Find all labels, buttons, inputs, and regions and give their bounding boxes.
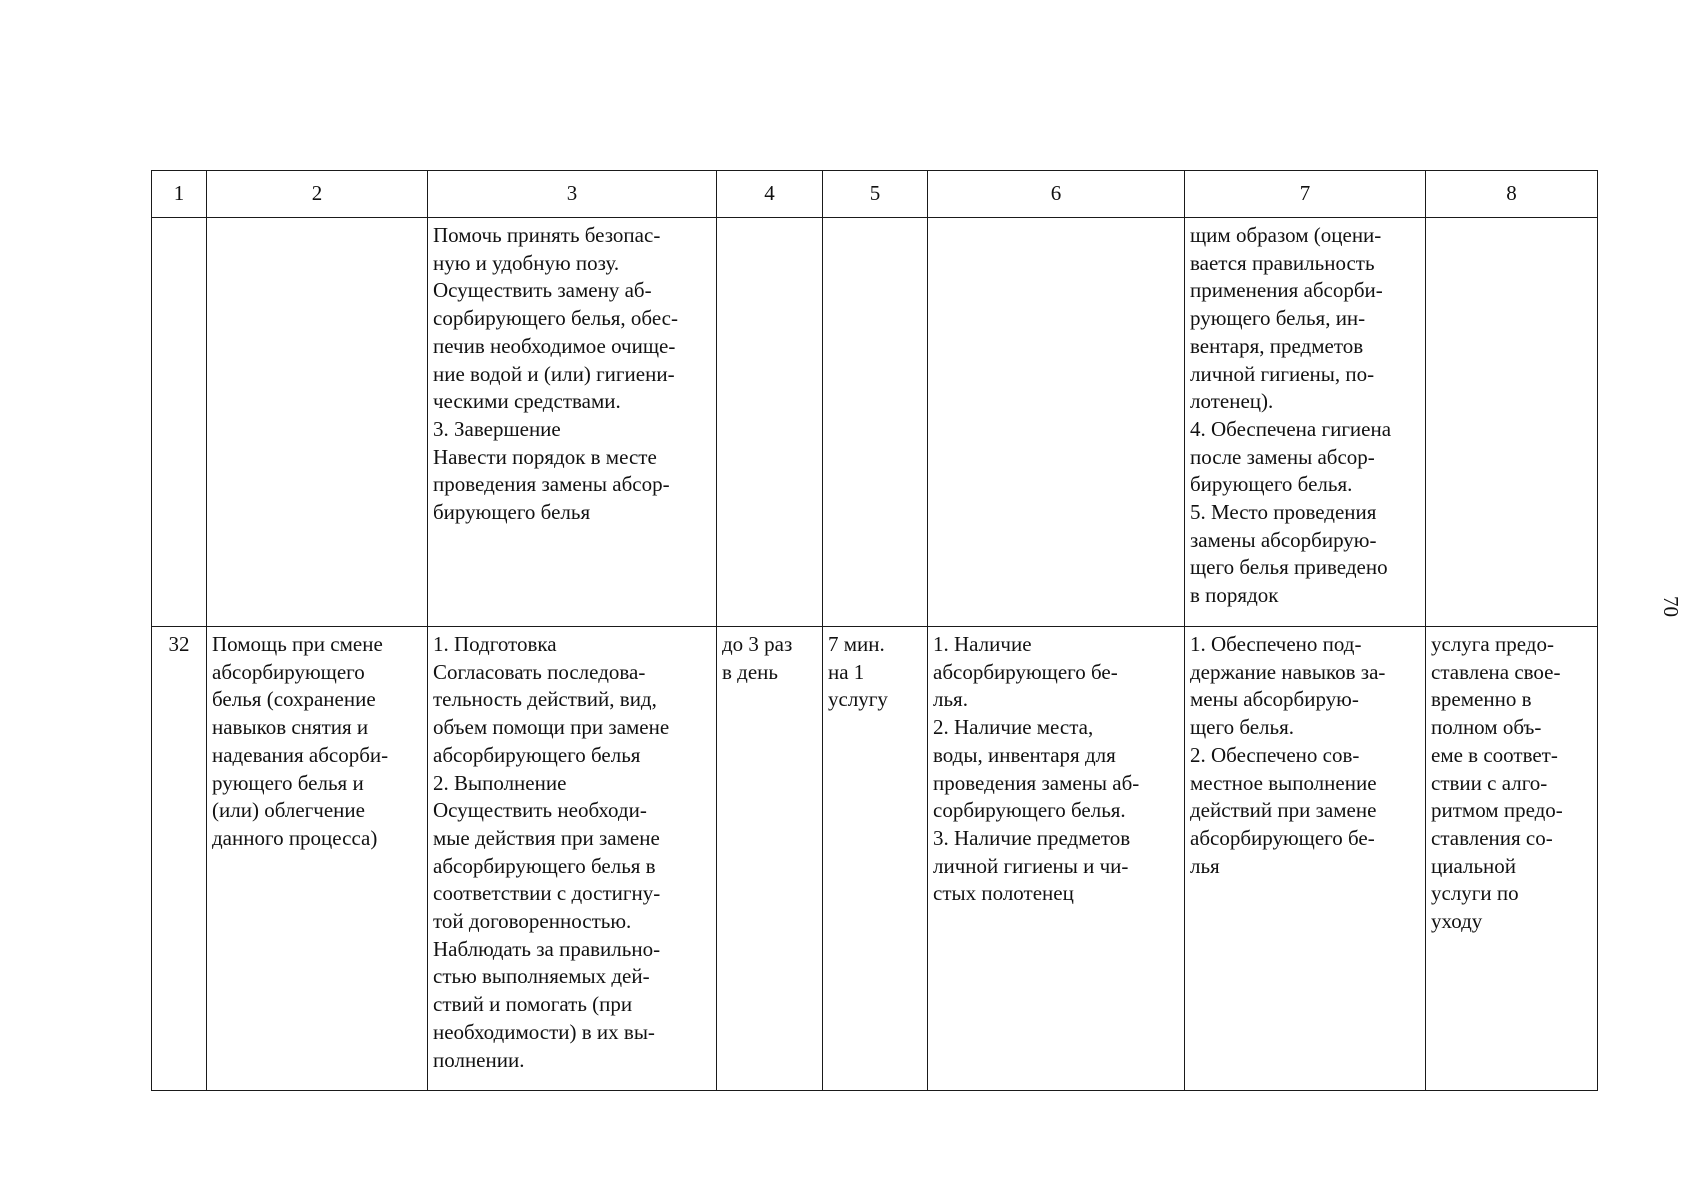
header-col-8: 8 [1426,171,1598,218]
page-number: 70 [1659,596,1683,617]
row-number-cell: 32 [152,627,207,1091]
table-row-continuation [152,218,1598,627]
quality-indicators-cell: 1. Обеспечено под- держание навыков за- мены абсорбирую- щего белья. 2. Обеспечено сов- местное выполнение действий при замене абсорбирующего бе- лья [1185,627,1426,1091]
cont-duration-cell [823,218,928,627]
procedure-cell: 1. Подготовка Согласовать последова- тельность действий, вид, объем помощи при замене абсорбирующего белья 2. Выполнение Осуществить необходи- мые действия при замене абсорбирующего белья в соответствии с достигну- той договоренностью. Наблюдать за правильно- стью выполняемых дей- ствий и помогать (при необходимости) в их вы- полнении. [428,627,717,1091]
header-col-3: 3 [428,171,717,218]
cont-number-cell [152,218,207,627]
services-table [151,170,1598,1091]
cont-procedure-cell: Помочь принять безопас- ную и удобную позу. Осуществить замену аб- сорбирующего белья, обес- печив необходимое очище- ние водой и (или) гигиени- ческими средствами. 3. Завершение Навести порядок в месте проведения замены абсор- бирующего белья [428,218,717,627]
cont-frequency-cell [717,218,823,627]
cont-quality-indicators-cell: щим образом (оцени- вается правильность применения абсорби- рующего белья, ин- вентаря, предметов личной гигиены, по- лотенец). 4. Обеспечена гигиена после замены абсор- бирующего белья. 5. Место проведения замены абсорбирую- щего белья приведено в порядок [1185,218,1426,627]
result-evaluation-cell: услуга предо- ставлена свое- временно в полном объ- eме в соответ- ствии с алго- ритмом предо- ставления со- циальной услуги по уходу [1426,627,1598,1091]
header-col-2: 2 [207,171,428,218]
table-header-row [152,171,1598,218]
header-col-1: 1 [152,171,207,218]
frequency-cell: до 3 раз в день [717,627,823,1091]
service-name-cell: Помощь при смене абсорбирующего белья (сохранение навыков снятия и надевания абсорби- рующего белья и (или) облегчение данного процесса) [207,627,428,1091]
cont-result-evaluation-cell [1426,218,1598,627]
header-col-4: 4 [717,171,823,218]
duration-cell: 7 мин. на 1 услугу [823,627,928,1091]
cont-conditions-cell [928,218,1185,627]
table-row-32 [152,627,1598,1091]
header-col-5: 5 [823,171,928,218]
cont-service-name-cell [207,218,428,627]
header-col-6: 6 [928,171,1185,218]
conditions-cell: 1. Наличие абсорбирующего бе- лья. 2. Наличие места, воды, инвентаря для проведения замены аб- сорбирующего белья. 3. Наличие предметов личной гигиены и чи- стых полотенец [928,627,1185,1091]
header-col-7: 7 [1185,171,1426,218]
